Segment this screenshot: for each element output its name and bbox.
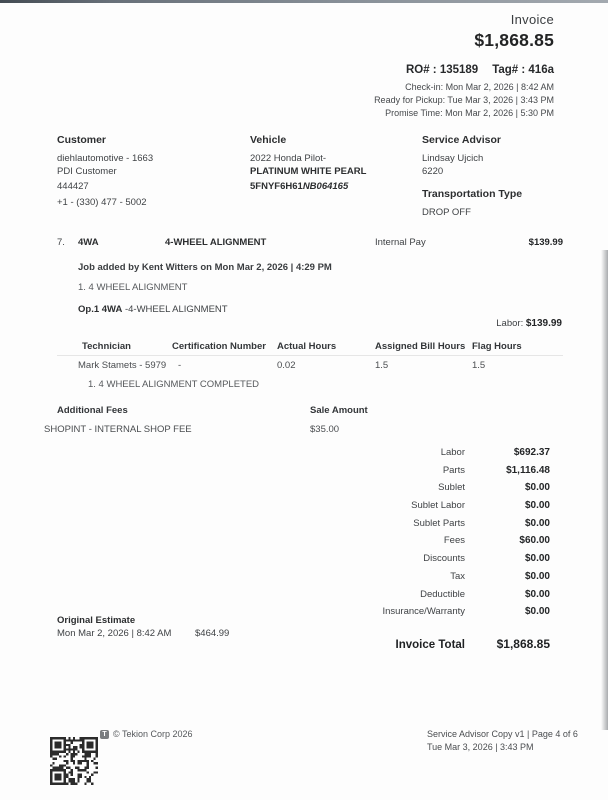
job-index: 7.: [57, 237, 65, 248]
print-info: [427, 728, 578, 754]
total-row-sublet: Sublet $0.00: [438, 482, 550, 494]
original-estimate-amount: $464.99: [195, 628, 230, 639]
original-estimate-section: [57, 614, 317, 640]
total-row-labor: Labor $692.37: [440, 447, 550, 458]
additional-fee-row: [44, 424, 563, 443]
actual-hours: 0.02: [277, 360, 296, 371]
total-row-deductible: Deductible $0.00: [420, 588, 550, 600]
invoice-title: Invoice: [510, 12, 554, 27]
job-added-note: Job added by Kent Witters on Mon Mar 2, 2026 | 4:29 PM: [78, 262, 332, 273]
totals-section: [340, 447, 550, 655]
technician-table-row: [57, 360, 563, 375]
job-completed-note: 1. 4 WHEEL ALIGNMENT COMPLETED: [88, 379, 260, 390]
technician-table: [57, 341, 563, 375]
total-row-discounts: Discounts $0.00: [423, 553, 550, 565]
labor-line: [496, 318, 562, 329]
job-opcode: 4WA: [78, 237, 99, 248]
total-row-sublet-labor: Sublet Labor $0.00: [411, 500, 550, 512]
customer-type: PDI Customer: [57, 165, 117, 177]
invoice-total-row: Invoice Total $1,868.85: [395, 636, 550, 651]
service-advisor-heading: Service Advisor: [422, 134, 501, 146]
assigned-bill-hours: 1.5: [375, 360, 389, 371]
total-row-sublet-parts: Sublet Parts $0.00: [413, 517, 550, 529]
qr-code: [50, 737, 98, 785]
transportation-type-heading: Transportation Type: [422, 188, 523, 201]
labor-amount: $139.99: [525, 318, 562, 329]
additional-fees-table: [44, 405, 563, 443]
tag-number: Tag# : 416a: [492, 64, 554, 76]
total-row-parts: Parts $1,116.48: [442, 464, 550, 476]
vehicle-color: PLATINUM WHITE PEARL: [250, 165, 367, 177]
technician-name: Mark Stamets - 5979: [78, 360, 167, 371]
ro-number: RO# : 135189: [405, 64, 479, 76]
print-timestamp: Tue Mar 3, 2026 | 3:43 PM: [427, 742, 534, 752]
original-estimate-heading: Original Estimate: [57, 615, 136, 626]
tekion-logo-icon: T: [100, 730, 109, 739]
ready-for-pickup-time: Ready for Pickup: Tue Mar 3, 2026 | 3:43 PM: [374, 95, 554, 106]
job-pay-type: Internal Pay: [375, 237, 426, 248]
operation-line: [78, 304, 228, 315]
copy-page-info: Service Advisor Copy v1 | Page 4 of 6: [427, 729, 578, 739]
additional-fees-header: Additional Fees Sale Amount: [57, 405, 368, 416]
vehicle-heading: Vehicle: [250, 134, 287, 146]
header-dates: [374, 81, 554, 121]
job-amount: $139.99: [528, 237, 563, 248]
customer-phone: +1 - (330) 477 - 5002: [57, 197, 147, 209]
technician-table-header: Technician Certification Number Actual Hours Assigned Bill Hours Flag Hours: [57, 341, 563, 356]
job-description: 4-WHEEL ALIGNMENT: [165, 237, 267, 248]
fee-amount: $35.00: [310, 424, 340, 435]
flag-hours: 1.5: [472, 360, 486, 371]
original-estimate-line: [57, 627, 317, 640]
customer-number: 444427: [57, 181, 89, 193]
scan-top-edge: [0, 0, 608, 3]
vehicle-vin: 5FNYF6H61NB064165: [250, 181, 349, 193]
service-advisor-number: 6220: [422, 165, 444, 177]
customer-section: [57, 134, 237, 210]
invoice-total-amount: $1,868.85: [474, 30, 554, 50]
scan-right-edge: [601, 250, 608, 730]
fee-name: SHOPINT - INTERNAL SHOP FEE: [44, 424, 192, 435]
service-advisor-section: [422, 134, 572, 220]
total-row-tax: Tax $0.00: [450, 570, 550, 582]
certification-number: -: [178, 360, 182, 371]
ro-tag-line: [374, 64, 554, 76]
promise-time: Promise Time: Mon Mar 2, 2026 | 5:30 PM: [385, 108, 554, 119]
total-row-insurance-warranty: Insurance/Warranty $0.00: [382, 606, 550, 618]
job-line-item: [57, 237, 563, 249]
checkin-time: Check-in: Mon Mar 2, 2026 | 8:42 AM: [405, 82, 554, 92]
total-row-fees: Fees $60.00: [443, 535, 550, 547]
job-concern: 1. 4 WHEEL ALIGNMENT: [78, 282, 188, 293]
vehicle-section: [250, 134, 415, 194]
transportation-type-value: DROP OFF: [422, 207, 471, 219]
original-estimate-date: Mon Mar 2, 2026 | 8:42 AM: [57, 628, 172, 639]
operation-code: Op.1 4WA: [78, 304, 123, 315]
labor-label: Labor:: [496, 318, 524, 329]
customer-heading: Customer: [57, 134, 107, 146]
customer-name: diehlautomotive - 1663: [57, 152, 154, 164]
copyright-text: © Tekion Corp 2026: [113, 729, 193, 739]
invoice-header: [374, 12, 554, 121]
operation-description: -4-WHEEL ALIGNMENT: [122, 304, 228, 315]
vehicle-model: 2022 Honda Pilot-: [250, 152, 327, 164]
tekion-copyright: [100, 729, 193, 739]
service-advisor-name: Lindsay Ujcich: [422, 152, 484, 164]
